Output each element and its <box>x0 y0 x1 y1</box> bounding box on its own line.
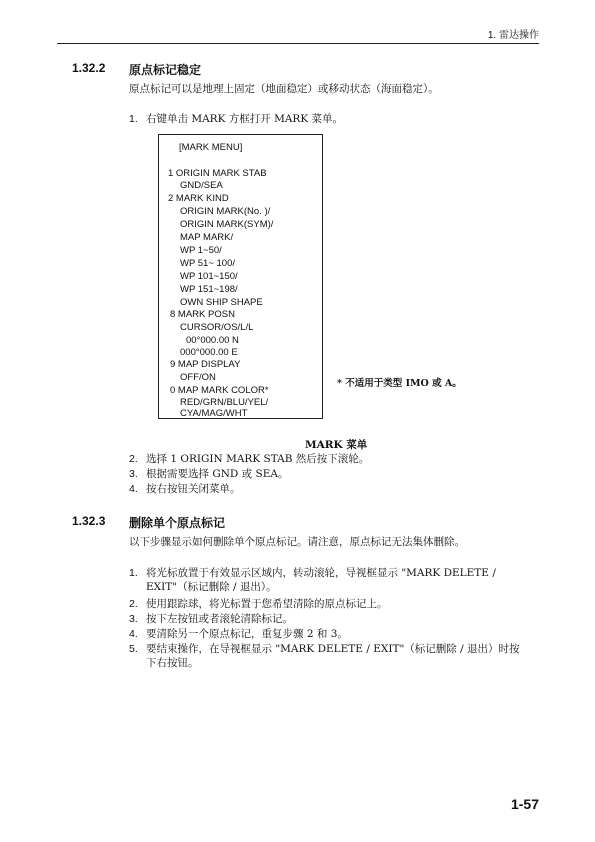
step-text: 选择 1 ORIGIN MARK STAB 然后按下滚轮。 <box>146 453 370 465</box>
menu-line: ORIGIN MARK(SYM)/ <box>180 219 274 230</box>
menu-line: 0 MAP MARK COLOR* <box>170 385 269 396</box>
figure-caption: MARK 菜单 <box>305 439 368 451</box>
step-number: 1. <box>129 567 138 579</box>
step-number: 3. <box>129 613 138 625</box>
step-text: 根据需要选择 GND 或 SEA。 <box>146 468 289 480</box>
menu-line: WP 1~50/ <box>180 245 222 256</box>
menu-line: ORIGIN MARK(No. )/ <box>180 206 271 217</box>
menu-line: CYA/MAG/WHT <box>180 408 248 419</box>
section-intro: 以下步骤显示如何删除单个原点标记。请注意，原点标记无法集体删除。 <box>129 536 465 548</box>
header-rule <box>57 43 539 44</box>
menu-line: 000°000.00 E <box>180 347 238 358</box>
menu-line: 2 MARK KIND <box>168 193 229 204</box>
step-number: 5. <box>129 643 138 655</box>
menu-line: RED/GRN/BLU/YEL/ <box>180 397 269 408</box>
step-text: 使用跟踪球，将光标置于您希望清除的原点标记上。 <box>146 598 388 610</box>
step-text: 按右按钮关闭菜单。 <box>146 483 241 495</box>
step-number: 2. <box>129 453 138 465</box>
menu-line: 9 MAP DISPLAY <box>170 359 241 370</box>
menu-line: 00°000.00 N <box>186 335 239 346</box>
menu-line: MAP MARK/ <box>180 232 234 243</box>
step-number: 4. <box>129 483 138 495</box>
menu-line: OFF/ON <box>180 372 216 383</box>
section-title: 删除单个原点标记 <box>129 516 226 530</box>
menu-line: CURSOR/OS/L/L <box>180 322 254 333</box>
step-number: 4. <box>129 628 138 640</box>
page-number: 1-57 <box>510 796 539 812</box>
section-number: 1.32.2 <box>72 61 106 75</box>
step-text: 要结束操作，在导视框显示 "MARK DELETE / EXIT"（标记删除 / 退出）时按 <box>146 643 520 655</box>
menu-line: 1 ORIGIN MARK STAB <box>168 168 267 179</box>
step-text: 右键单击 MARK 方框打开 MARK 菜单。 <box>146 113 344 125</box>
menu-line: [MARK MENU] <box>179 142 243 153</box>
menu-line: WP 51~ 100/ <box>180 258 236 269</box>
section-intro: 原点标记可以是地理上固定（地面稳定）或移动状态（海面稳定）。 <box>129 83 439 95</box>
menu-line: 8 MARK POSN <box>170 309 235 320</box>
step-text-continued: EXIT"（标记删除 / 退出）。 <box>146 581 277 593</box>
mark-menu-box <box>158 134 323 419</box>
step-number: 2. <box>129 598 138 610</box>
step-text: 要清除另一个原点标记，重复步骤 2 和 3。 <box>146 628 348 640</box>
menu-footnote: * 不适用于类型 IMO 或 A。 <box>337 378 462 389</box>
step-text: 将光标放置于有效显示区域内，转动滚轮，导视框显示 "MARK DELETE / <box>146 567 496 579</box>
step-text-continued: 下右按钮。 <box>146 657 199 669</box>
menu-line: WP 101~150/ <box>180 271 238 282</box>
step-number: 3. <box>129 468 138 480</box>
step-number: 1. <box>129 113 138 125</box>
menu-line: GND/SEA <box>180 180 223 191</box>
section-number: 1.32.3 <box>72 514 106 528</box>
menu-line: WP 151~198/ <box>180 284 238 295</box>
section-title: 原点标记稳定 <box>129 63 202 77</box>
step-text: 按下左按钮或者滚轮清除标记。 <box>146 613 293 625</box>
chapter-header: 1. 雷达操作 <box>487 30 539 41</box>
menu-line: OWN SHIP SHAPE <box>180 297 263 308</box>
